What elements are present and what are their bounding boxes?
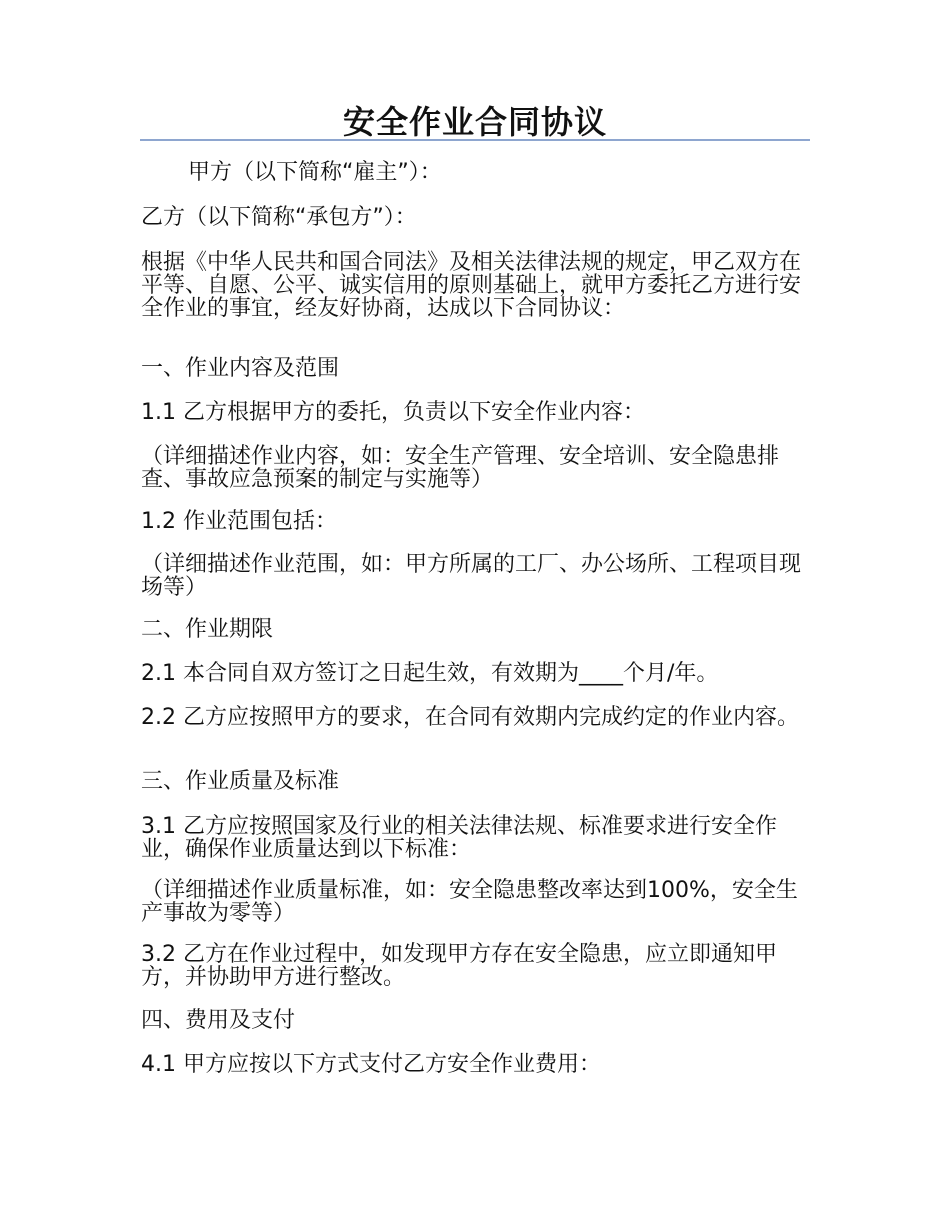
party-a-line: 甲方（以下简称“雇主”）： (188, 160, 442, 185)
clause-3-1: 3.1 乙方应按照国家及行业的相关法律法规、标准要求进行安全作业，确保作业质量达到以下标准： (141, 814, 777, 862)
section-3-heading: 三、作业质量及标准 (141, 769, 340, 794)
clause-1-1: 1.1 乙方根据甲方的委托，负责以下安全作业内容： (141, 400, 645, 425)
clause-3-2: 3.2 乙方在作业过程中，如发现甲方存在安全隐患，应立即通知甲方，并协助甲方进行整改。 (141, 942, 777, 990)
clause-1-2: 1.2 作业范围包括： (141, 509, 337, 534)
clause-2-1: 2.1 本合同自双方签订之日起生效，有效期为____个月/年。 (141, 661, 719, 686)
document-title: 安全作业合同协议 (342, 103, 607, 141)
party-b-line: 乙方（以下简称“承包方”）： (141, 205, 417, 230)
title-underline (140, 139, 810, 141)
clause-3-1-detail: （详细描述作业质量标准，如：安全隐患整改率达到100%，安全生产事故为零等） (141, 878, 798, 926)
clause-1-2-detail: （详细描述作业范围，如：甲方所属的工厂、办公场所、工程项目现场等） (141, 552, 802, 600)
section-4-heading: 四、费用及支付 (141, 1008, 296, 1033)
preamble-paragraph: 根据《中华人民共和国合同法》及相关法律法规的规定，甲乙双方在平等、自愿、公平、诚实信用的原则基础上，就甲方委托乙方进行安全作业的事宜，经友好协商，达成以下合同协议： (141, 250, 802, 321)
clause-4-1: 4.1 甲方应按以下方式支付乙方安全作业费用： (141, 1052, 601, 1077)
clause-2-2: 2.2 乙方应按照甲方的要求，在合同有效期内完成约定的作业内容。 (141, 705, 799, 730)
clause-1-1-detail: （详细描述作业内容，如：安全生产管理、安全培训、安全隐患排查、事故应急预案的制定与实施等） (141, 444, 780, 492)
section-1-heading: 一、作业内容及范围 (141, 356, 340, 381)
section-2-heading: 二、作业期限 (141, 617, 274, 642)
